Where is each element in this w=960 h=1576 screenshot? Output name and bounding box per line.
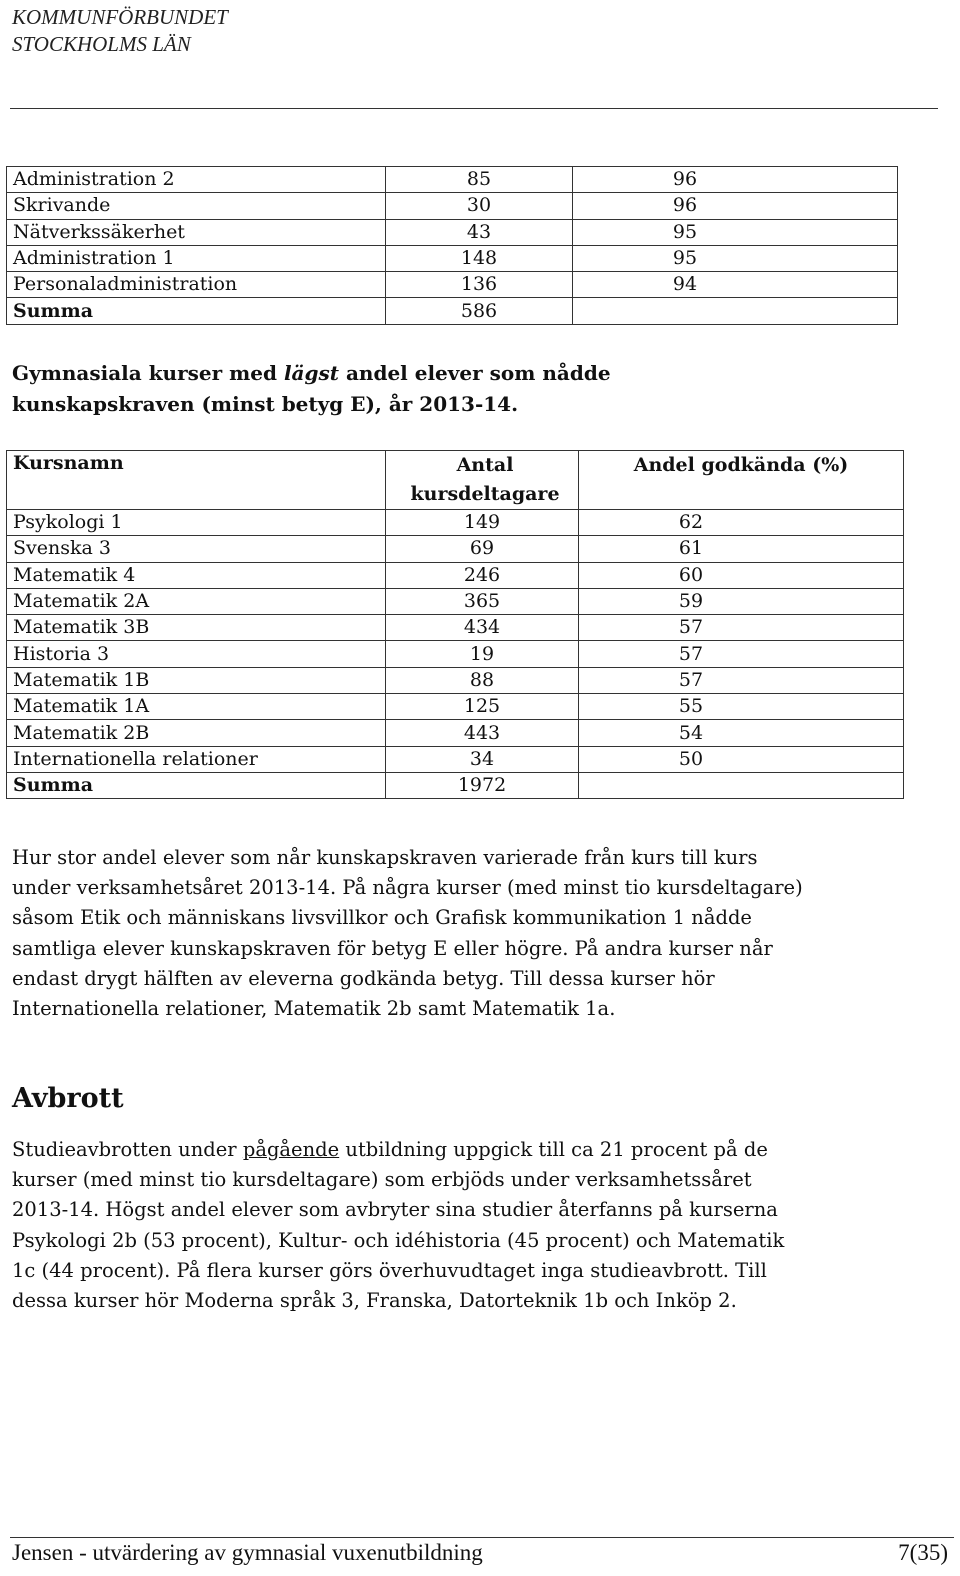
course-name-cell: Administration 1 xyxy=(7,245,386,271)
header-andel: Andel godkända (%) xyxy=(579,451,904,510)
table-header-row xyxy=(7,451,904,510)
course-name-cell: Psykologi 1 xyxy=(7,510,386,536)
course-name-cell: Internationella relationer xyxy=(7,746,386,772)
table-row xyxy=(7,245,898,271)
pass-rate-cell: 50 xyxy=(579,746,904,772)
courses-lowest-table xyxy=(6,450,904,799)
paragraph-dropout-underlined: pågående xyxy=(242,1138,340,1161)
header-antal: Antal kursdeltagare xyxy=(386,451,579,510)
course-name-cell: Nätverkssäkerhet xyxy=(7,219,386,245)
courses-highest-table xyxy=(6,166,898,325)
table-row xyxy=(7,272,898,298)
participants-cell: 19 xyxy=(386,641,579,667)
footer-divider xyxy=(10,1537,954,1538)
caption-text-1: Gymnasiala kurser med xyxy=(12,361,284,385)
total-empty-cell xyxy=(579,772,904,798)
total-label-cell: Summa xyxy=(7,772,386,798)
pass-rate-cell: 61 xyxy=(579,536,904,562)
table-row xyxy=(7,219,898,245)
table-row xyxy=(7,536,904,562)
participants-cell: 136 xyxy=(386,272,573,298)
participants-cell: 85 xyxy=(386,167,573,193)
table-row xyxy=(7,615,904,641)
pass-rate-cell: 54 xyxy=(579,720,904,746)
participants-cell: 43 xyxy=(386,219,573,245)
footer-title: Jensen - utvärdering av gymnasial vuxenutbildning xyxy=(12,1540,483,1565)
table-total-row xyxy=(7,772,904,798)
pass-rate-cell: 57 xyxy=(579,641,904,667)
course-name-cell: Matematik 1A xyxy=(7,694,386,720)
table-row xyxy=(7,694,904,720)
participants-cell: 434 xyxy=(386,615,579,641)
table-row xyxy=(7,510,904,536)
participants-cell: 148 xyxy=(386,245,573,271)
pass-rate-cell: 57 xyxy=(579,615,904,641)
table-row xyxy=(7,588,904,614)
paragraph-dropout xyxy=(12,1135,812,1316)
table-row xyxy=(7,667,904,693)
pass-rate-cell: 57 xyxy=(579,667,904,693)
table-row xyxy=(7,562,904,588)
participants-cell: 30 xyxy=(386,193,573,219)
course-name-cell: Matematik 2B xyxy=(7,720,386,746)
course-name-cell: Matematik 3B xyxy=(7,615,386,641)
courses-highest-table-body xyxy=(7,167,898,325)
header-line-2: STOCKHOLMS LÄN xyxy=(12,32,191,56)
table-row xyxy=(7,746,904,772)
course-name-cell: Matematik 4 xyxy=(7,562,386,588)
table-row xyxy=(7,193,898,219)
paragraph-dropout-text-2: utbildning uppgick till ca 21 procent på de kurser (med minst tio kursdeltagare) som erbjöds under verksamhetssåret 2013-14. Högst andel elever som avbryter sina studier återfanns på kurserna Psykologi 2b (53 procent), Kultur- och idéhistoria (45 procent) och Matematik 1c (44 procent). På flera kurser görs överhuvudtaget inga studieavbrott. Till dessa kurser hör Moderna språk 3, Franska, Datorteknik 1b och Inköp 2. xyxy=(12,1138,785,1313)
participants-cell: 443 xyxy=(386,720,579,746)
header-line-1: KOMMUNFÖRBUNDET xyxy=(12,5,228,29)
course-name-cell: Historia 3 xyxy=(7,641,386,667)
table-row xyxy=(7,720,904,746)
paragraph-dropout-text-1: Studieavbrotten under xyxy=(12,1138,243,1161)
participants-cell: 125 xyxy=(386,694,579,720)
header-divider xyxy=(10,108,938,109)
course-name-cell: Personaladministration xyxy=(7,272,386,298)
header-kursnamn: Kursnamn xyxy=(7,451,386,510)
pass-rate-cell: 94 xyxy=(573,272,898,298)
course-name-cell: Matematik 2A xyxy=(7,588,386,614)
pass-rate-cell: 96 xyxy=(573,193,898,219)
caption-emphasis: lägst xyxy=(283,361,339,385)
table-row xyxy=(7,641,904,667)
pass-rate-cell: 95 xyxy=(573,219,898,245)
pass-rate-cell: 95 xyxy=(573,245,898,271)
course-name-cell: Svenska 3 xyxy=(7,536,386,562)
courses-lowest-table-body xyxy=(7,510,904,799)
course-name-cell: Skrivande xyxy=(7,193,386,219)
course-name-cell: Matematik 1B xyxy=(7,667,386,693)
participants-cell: 69 xyxy=(386,536,579,562)
total-empty-cell xyxy=(573,298,898,324)
pass-rate-cell: 96 xyxy=(573,167,898,193)
pass-rate-cell: 60 xyxy=(579,562,904,588)
pass-rate-cell: 62 xyxy=(579,510,904,536)
total-participants-cell: 1972 xyxy=(386,772,579,798)
participants-cell: 34 xyxy=(386,746,579,772)
participants-cell: 365 xyxy=(386,588,579,614)
course-name-cell: Administration 2 xyxy=(7,167,386,193)
caption-text-2: andel elever som nådde kunskapskraven (minst betyg E), år 2013-14. xyxy=(12,361,611,416)
total-label-cell: Summa xyxy=(7,298,386,324)
participants-cell: 149 xyxy=(386,510,579,536)
participants-cell: 88 xyxy=(386,667,579,693)
pass-rate-cell: 55 xyxy=(579,694,904,720)
section-heading-avbrott: Avbrott xyxy=(12,1083,124,1114)
page-header xyxy=(12,4,228,58)
paragraph-pass-rate: Hur stor andel elever som når kunskapskraven varierade från kurs till kurs under verksamhetsåret 2013-14. På några kurser (med minst tio kursdeltagare) såsom Etik och människans livsvillkor och Grafisk kommunikation 1 nådde samtliga elever kunskapskraven för betyg E eller högre. På andra kurser når endast drygt hälften av eleverna godkända betyg. Till dessa kurser hör Internationella relationer, Matematik 2b samt Matematik 1a. xyxy=(12,846,803,1021)
pass-rate-cell: 59 xyxy=(579,588,904,614)
table-total-row xyxy=(7,298,898,324)
table-row xyxy=(7,167,898,193)
total-participants-cell: 586 xyxy=(386,298,573,324)
participants-cell: 246 xyxy=(386,562,579,588)
page-number: 7(35) xyxy=(898,1540,948,1565)
table-caption xyxy=(12,358,772,420)
